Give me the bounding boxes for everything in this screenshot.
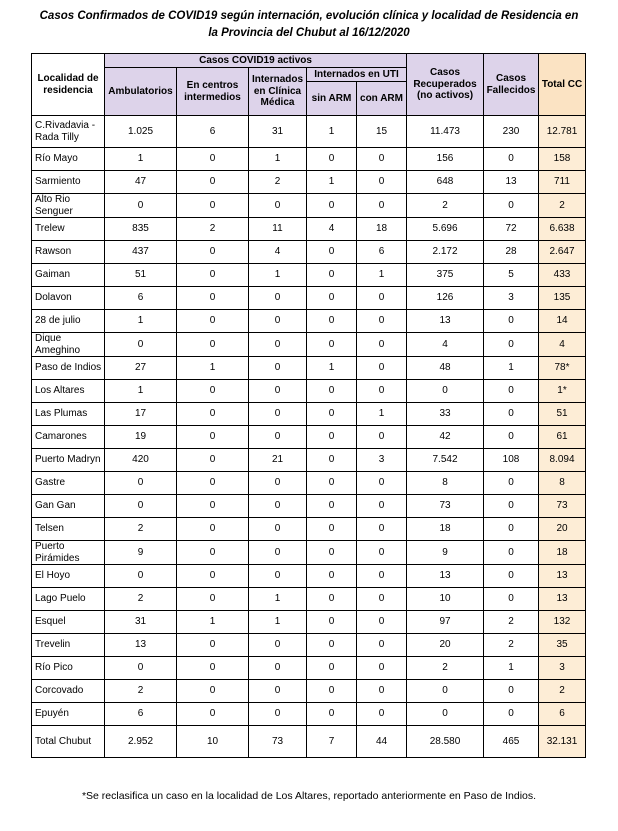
cell-localidad: Río Mayo [32, 148, 105, 171]
cell-value: 13 [407, 310, 484, 333]
cell-localidad: Río Pico [32, 657, 105, 680]
cell-value: 0 [177, 495, 249, 518]
cell-value: 0 [407, 380, 484, 403]
cell-value: 1 [105, 148, 177, 171]
cell-value: 0 [177, 241, 249, 264]
cell-value: 0 [357, 357, 407, 380]
cell-value: 1 [484, 357, 539, 380]
cell-value: 48 [407, 357, 484, 380]
cell-value: 73 [407, 495, 484, 518]
cell-localidad: Las Plumas [32, 403, 105, 426]
cell-total: 158 [539, 148, 586, 171]
cell-value: 10 [177, 726, 249, 758]
cell-localidad: Gastre [32, 472, 105, 495]
cell-value: 0 [484, 565, 539, 588]
cell-total: 78* [539, 357, 586, 380]
cell-value: 0 [357, 495, 407, 518]
cell-total: 4 [539, 333, 586, 357]
cell-value: 73 [249, 726, 307, 758]
cell-value: 0 [484, 380, 539, 403]
cell-value: 6 [357, 241, 407, 264]
cell-total: 61 [539, 426, 586, 449]
cell-value: 0 [307, 588, 357, 611]
cell-total: 35 [539, 634, 586, 657]
cell-value: 0 [249, 495, 307, 518]
table-row [32, 380, 586, 403]
cell-value: 5 [484, 264, 539, 287]
cell-value: 18 [407, 518, 484, 541]
cell-value: 6 [105, 287, 177, 310]
cell-value: 0 [249, 472, 307, 495]
cell-value: 0 [484, 148, 539, 171]
table-row [32, 472, 586, 495]
cell-value: 0 [249, 703, 307, 726]
cell-value: 0 [249, 680, 307, 703]
cell-value: 0 [249, 518, 307, 541]
cell-value: 0 [307, 380, 357, 403]
cell-value: 0 [357, 541, 407, 565]
cell-localidad: Epuyén [32, 703, 105, 726]
cell-value: 0 [249, 357, 307, 380]
cell-value: 5.696 [407, 218, 484, 241]
cell-value: 0 [357, 680, 407, 703]
cell-value: 0 [307, 657, 357, 680]
cell-value: 0 [307, 611, 357, 634]
cell-value: 0 [307, 287, 357, 310]
cell-value: 0 [177, 403, 249, 426]
cell-localidad: Dique Ameghino [32, 333, 105, 357]
cell-value: 0 [105, 472, 177, 495]
table-row [32, 588, 586, 611]
cell-value: 420 [105, 449, 177, 472]
cell-value: 0 [307, 495, 357, 518]
table-row [32, 518, 586, 541]
cell-value: 0 [249, 287, 307, 310]
cell-value: 2 [105, 680, 177, 703]
cell-value: 31 [249, 116, 307, 148]
cell-value: 156 [407, 148, 484, 171]
cell-value: 33 [407, 403, 484, 426]
cell-value: 0 [177, 703, 249, 726]
cell-value: 0 [177, 472, 249, 495]
cell-value: 1 [249, 611, 307, 634]
cell-value: 20 [407, 634, 484, 657]
cell-value: 0 [407, 680, 484, 703]
cell-value: 21 [249, 449, 307, 472]
table-row [32, 333, 586, 357]
cell-value: 7 [307, 726, 357, 758]
cell-localidad: Trelew [32, 218, 105, 241]
cell-localidad: Camarones [32, 426, 105, 449]
cell-value: 11.473 [407, 116, 484, 148]
cell-value: 2 [105, 588, 177, 611]
cell-localidad: Sarmiento [32, 171, 105, 194]
cell-value: 9 [105, 541, 177, 565]
cell-value: 0 [307, 426, 357, 449]
cell-value: 0 [249, 634, 307, 657]
cell-localidad: 28 de julio [32, 310, 105, 333]
cell-value: 1 [177, 357, 249, 380]
cell-localidad: Puerto Madryn [32, 449, 105, 472]
header-fallecidos: Casos Fallecidos [484, 54, 539, 116]
table-row [32, 264, 586, 287]
header-total: Total CC [539, 54, 586, 116]
cell-value: 0 [357, 657, 407, 680]
cell-localidad: Los Altares [32, 380, 105, 403]
header-centros: En centros intermedios [177, 68, 249, 116]
cell-value: 1 [249, 148, 307, 171]
cell-total: 32.131 [539, 726, 586, 758]
cell-value: 0 [177, 518, 249, 541]
cell-value: 0 [357, 565, 407, 588]
table-row [32, 680, 586, 703]
cell-value: 0 [177, 588, 249, 611]
cell-value: 0 [177, 449, 249, 472]
cell-value: 230 [484, 116, 539, 148]
cell-localidad: Dolavon [32, 287, 105, 310]
cell-total: 14 [539, 310, 586, 333]
cell-value: 648 [407, 171, 484, 194]
cell-value: 0 [177, 426, 249, 449]
cell-value: 0 [307, 518, 357, 541]
cell-value: 0 [307, 634, 357, 657]
cell-value: 6 [177, 116, 249, 148]
cell-value: 0 [484, 588, 539, 611]
cell-value: 13 [484, 171, 539, 194]
cell-value: 0 [484, 541, 539, 565]
header-con-arm: con ARM [357, 82, 407, 116]
cell-value: 0 [484, 495, 539, 518]
cell-total: 2 [539, 680, 586, 703]
cell-value: 1 [357, 403, 407, 426]
cell-value: 7.542 [407, 449, 484, 472]
cell-localidad: Paso de Indios [32, 357, 105, 380]
cell-localidad: Esquel [32, 611, 105, 634]
cell-value: 1 [357, 264, 407, 287]
cell-localidad: Rawson [32, 241, 105, 264]
cell-value: 0 [484, 333, 539, 357]
cell-total: 20 [539, 518, 586, 541]
cell-value: 0 [249, 565, 307, 588]
table-row [32, 565, 586, 588]
table-row [32, 426, 586, 449]
cell-value: 0 [177, 634, 249, 657]
cell-localidad: Trevelin [32, 634, 105, 657]
cell-value: 0 [484, 194, 539, 218]
cell-value: 72 [484, 218, 539, 241]
title-line-2: la Provincia del Chubut al 16/12/2020 [208, 27, 410, 39]
cell-value: 0 [307, 333, 357, 357]
cell-value: 0 [177, 310, 249, 333]
cell-localidad: El Hoyo [32, 565, 105, 588]
header-clinica: Internados en Clínica Médica [249, 68, 307, 116]
cell-value: 47 [105, 171, 177, 194]
cell-value: 6 [105, 703, 177, 726]
cell-total: 12.781 [539, 116, 586, 148]
header-localidad: Localidad de residencia [32, 54, 105, 116]
cell-value: 375 [407, 264, 484, 287]
cell-value: 1 [307, 357, 357, 380]
cell-total: 73 [539, 495, 586, 518]
title-line-1: Casos Confirmados de COVID19 según internación, evolución clínica y localidad de Residencia en [39, 10, 579, 22]
cell-value: 1 [105, 380, 177, 403]
cell-value: 1 [307, 171, 357, 194]
header-recuperados: Casos Recuperados (no activos) [407, 54, 484, 116]
cell-localidad: Puerto Pirámides [32, 541, 105, 565]
cell-value: 0 [307, 403, 357, 426]
table-row [32, 634, 586, 657]
cell-value: 0 [307, 194, 357, 218]
table-row [32, 241, 586, 264]
cell-value: 0 [307, 472, 357, 495]
cell-value: 0 [307, 241, 357, 264]
cell-value: 2 [105, 518, 177, 541]
cell-value: 0 [307, 148, 357, 171]
cell-value: 1 [177, 611, 249, 634]
cell-value: 0 [357, 310, 407, 333]
cell-value: 0 [249, 426, 307, 449]
cell-total: 711 [539, 171, 586, 194]
cell-value: 0 [177, 380, 249, 403]
cell-value: 108 [484, 449, 539, 472]
table-container [31, 53, 586, 758]
cell-value: 0 [249, 541, 307, 565]
table-row [32, 287, 586, 310]
cell-value: 11 [249, 218, 307, 241]
cell-value: 1 [249, 264, 307, 287]
cell-value: 0 [357, 426, 407, 449]
cell-value: 0 [484, 310, 539, 333]
cell-value: 0 [177, 333, 249, 357]
cell-total: 135 [539, 287, 586, 310]
cell-value: 27 [105, 357, 177, 380]
cell-value: 8 [407, 472, 484, 495]
cell-value: 2 [249, 171, 307, 194]
cell-value: 0 [357, 611, 407, 634]
cell-value: 0 [307, 264, 357, 287]
cell-value: 2.172 [407, 241, 484, 264]
cell-value: 0 [357, 171, 407, 194]
cell-value: 0 [177, 264, 249, 287]
cell-value: 2 [407, 657, 484, 680]
cell-value: 28.580 [407, 726, 484, 758]
cell-value: 126 [407, 287, 484, 310]
cell-value: 0 [307, 565, 357, 588]
header-ambulatorios: Ambulatorios [105, 68, 177, 116]
table-row [32, 171, 586, 194]
cell-total: 8 [539, 472, 586, 495]
cell-value: 0 [249, 310, 307, 333]
cell-value: 97 [407, 611, 484, 634]
cell-total: 51 [539, 403, 586, 426]
cell-value: 0 [357, 518, 407, 541]
cell-value: 0 [105, 565, 177, 588]
cell-total: 2 [539, 194, 586, 218]
table-row [32, 611, 586, 634]
cell-value: 0 [357, 380, 407, 403]
cell-total: 1* [539, 380, 586, 403]
header-activos-group: Casos COVID19 activos [105, 54, 407, 68]
cell-value: 1 [307, 116, 357, 148]
cell-value: 2 [177, 218, 249, 241]
table-row [32, 116, 586, 148]
cell-value: 2 [484, 634, 539, 657]
cell-value: 0 [249, 403, 307, 426]
cell-total: 2.647 [539, 241, 586, 264]
cell-total: 8.094 [539, 449, 586, 472]
cell-localidad: Alto Rio Senguer [32, 194, 105, 218]
cell-value: 4 [407, 333, 484, 357]
cell-value: 2.952 [105, 726, 177, 758]
table-header [32, 54, 586, 116]
document-title [0, 8, 618, 42]
cell-value: 0 [357, 634, 407, 657]
cell-total: 433 [539, 264, 586, 287]
cell-localidad: Corcovado [32, 680, 105, 703]
table-row [32, 218, 586, 241]
cell-value: 0 [249, 380, 307, 403]
cell-value: 437 [105, 241, 177, 264]
cell-value: 51 [105, 264, 177, 287]
cell-value: 0 [105, 495, 177, 518]
table-row [32, 449, 586, 472]
cell-value: 0 [484, 472, 539, 495]
cell-localidad: Gaiman [32, 264, 105, 287]
cell-value: 3 [484, 287, 539, 310]
cell-value: 0 [177, 541, 249, 565]
cell-value: 1.025 [105, 116, 177, 148]
cell-value: 18 [357, 218, 407, 241]
cell-value: 0 [484, 680, 539, 703]
cell-total: 6.638 [539, 218, 586, 241]
cell-value: 2 [484, 611, 539, 634]
cell-value: 44 [357, 726, 407, 758]
cell-value: 0 [307, 680, 357, 703]
cell-value: 0 [249, 194, 307, 218]
header-sin-arm: sin ARM [307, 82, 357, 116]
cell-value: 0 [407, 703, 484, 726]
footnote: *Se reclasifica un caso en la localidad de Los Altares, reportado anteriormente en Paso de Indios. [81, 790, 537, 802]
cell-value: 0 [177, 565, 249, 588]
cell-value: 0 [307, 541, 357, 565]
cell-total: 132 [539, 611, 586, 634]
cell-value: 4 [249, 241, 307, 264]
cell-value: 2 [407, 194, 484, 218]
table-row [32, 703, 586, 726]
table-row [32, 357, 586, 380]
cell-value: 1 [484, 657, 539, 680]
cell-value: 465 [484, 726, 539, 758]
cell-localidad: Telsen [32, 518, 105, 541]
header-uti-group: Internados en UTI [307, 68, 407, 82]
cell-value: 0 [177, 680, 249, 703]
total-row [32, 726, 586, 758]
cell-value: 0 [177, 287, 249, 310]
cell-value: 9 [407, 541, 484, 565]
cell-value: 835 [105, 218, 177, 241]
cell-value: 0 [307, 449, 357, 472]
cell-value: 0 [177, 657, 249, 680]
cell-value: 0 [249, 657, 307, 680]
cell-total: 13 [539, 588, 586, 611]
cell-value: 0 [357, 472, 407, 495]
cell-value: 0 [177, 148, 249, 171]
cell-value: 0 [307, 310, 357, 333]
cell-localidad: Gan Gan [32, 495, 105, 518]
cell-total: 18 [539, 541, 586, 565]
table-body [32, 116, 586, 758]
cell-value: 0 [357, 333, 407, 357]
table-row [32, 495, 586, 518]
cell-value: 0 [357, 703, 407, 726]
cell-value: 13 [105, 634, 177, 657]
cell-value: 3 [357, 449, 407, 472]
table-row [32, 148, 586, 171]
cell-value: 0 [105, 333, 177, 357]
cell-value: 17 [105, 403, 177, 426]
cell-value: 10 [407, 588, 484, 611]
cell-total: 3 [539, 657, 586, 680]
table-row [32, 403, 586, 426]
cell-value: 0 [307, 703, 357, 726]
cell-value: 42 [407, 426, 484, 449]
cell-value: 28 [484, 241, 539, 264]
cell-value: 0 [357, 194, 407, 218]
table-row [32, 657, 586, 680]
cell-value: 0 [105, 194, 177, 218]
table-row [32, 310, 586, 333]
cell-value: 0 [484, 403, 539, 426]
cell-value: 13 [407, 565, 484, 588]
cell-localidad: C.Rivadavia - Rada Tilly [32, 116, 105, 148]
cell-value: 31 [105, 611, 177, 634]
cell-value: 0 [357, 287, 407, 310]
cell-localidad: Lago Puelo [32, 588, 105, 611]
cell-value: 0 [484, 518, 539, 541]
cell-value: 0 [357, 588, 407, 611]
cell-value: 0 [357, 148, 407, 171]
table-row [32, 541, 586, 565]
cell-value: 0 [484, 703, 539, 726]
cell-value: 0 [177, 194, 249, 218]
cell-total: 6 [539, 703, 586, 726]
cell-total: 13 [539, 565, 586, 588]
cell-value: 4 [307, 218, 357, 241]
cell-value: 0 [177, 171, 249, 194]
cell-value: 1 [105, 310, 177, 333]
cell-value: 1 [249, 588, 307, 611]
covid-cases-table [31, 53, 586, 758]
cell-value: 0 [249, 333, 307, 357]
cell-localidad: Total Chubut [32, 726, 105, 758]
table-row [32, 194, 586, 218]
cell-value: 0 [484, 426, 539, 449]
cell-value: 19 [105, 426, 177, 449]
cell-value: 15 [357, 116, 407, 148]
cell-value: 0 [105, 657, 177, 680]
